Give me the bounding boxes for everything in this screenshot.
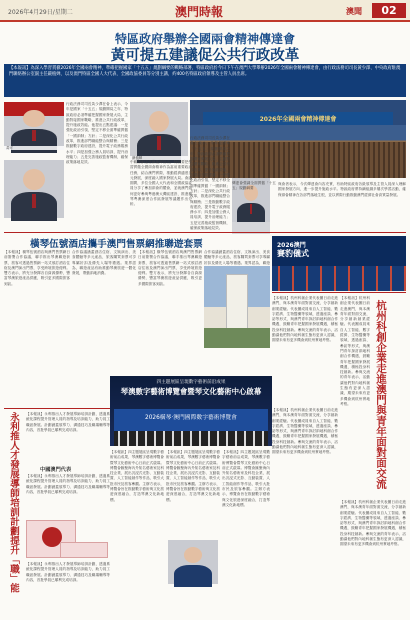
- column-divider: [272, 292, 406, 293]
- masthead-bar: [0, 0, 410, 22]
- expo-stage-text: 2026橫琴·澳門國際數字藝術博覽會: [145, 415, 237, 421]
- lead-body-column-2: 中聯辦副主任嚴植婵指出，特區要把學習貫徹全國兩會精神作為當前重要政治任務，結合澳門實際，推動經濟適度多元發展，深度融入國家發展大局。會議期間，多位全國人大代表和全國政協委員分享了參加兩會的體會，並就澳門如何更好參與粵港澳大灣區建設、推進橫琴粵澳深度合作區發展等議題作出分析。: [130, 160, 192, 207]
- story2-column-1: 【本報訊】橫琴伍號酒店與澳門售票網日前簽署合作協議，聯手推出琴澳聯遊套票，旅客可透過售票網一站式預訂酒店住宿及澳門演出門票，享受跨境旅遊便利。雙方表示，將充分發揮各自資源優勢，豐富琴澳旅遊產品供應，吸引更多國際旅客到訪。: [4, 250, 70, 286]
- story3-column-1: 【本報訊】杭州科創企業代表團日前走進澳門，與本澳青年面對面交流，分享創新創業經驗。代表團成員來自人工智能、數字經濟、生物醫藥等領域，透過座談、參訪等形式，與澳門青年探討兩地科創合作機遇，鼓勵青年把握國家發展機遇，積極投身科技創新。參與交流的青年表示，活動讓他們對內地科創生態有更深入認識，期望未來有更多機會到杭州實地考察。: [272, 296, 338, 343]
- lead-body-column-4: 與會者表示，今次傳達會內容充實，有助特區政府各級領導及主管人員深入理解國家發展方向，進一步提升施政水平。特區政府將持續組織多層次學習活動，確保兩會精神在各部門落地生根，並以實際行動推動澳門經濟社會高質量發展。: [278, 182, 406, 197]
- section-divider: [4, 232, 406, 233]
- lead-subheadline: 特區政府舉辦全國兩會精神傳達會: [114, 32, 295, 46]
- expo-headline: 琴澳數字藝術博覽會暨琴文化藝術中心啟幕: [120, 387, 262, 396]
- course-thumbnails: [4, 520, 110, 560]
- photo-caption: 黃可: [4, 146, 64, 150]
- expo-speaker-photo: [168, 540, 218, 584]
- newspaper-masthead: 澳門時報: [175, 5, 224, 19]
- story3-column-2: 【本報訊】杭州科創企業代表團日前走進澳門，與本澳青年面對面交流，分享創新創業經驗。代表團成員來自人工智能、數字經濟、生物醫藥等領域，透過座談、參訪等形式，與澳門青年探討兩地科創合作機遇，鼓勵青年把握國家發展機遇，積極投身科技創新。參與交流的青年表示，活動讓他們對內地科創生態有更深入認識，期望未來有更多機會到杭州實地考察。: [340, 296, 370, 406]
- hall-banner-text: 2026年全國兩會精神傳達會: [259, 116, 337, 124]
- official-portrait-1: [4, 102, 64, 150]
- story4-column-1: 【本報訊】永利推出人才發展導師培訓計劃，透過系統化課程提升管理人員的指導及培訓能力，助力員工職涯發展。計劃涵蓋領導力、溝通技巧及職場輔導等內容，首批學員已順利完成培訓。: [26, 412, 110, 432]
- lead-paragraph: 【本報訊】為深入學習貫徹2026年全國兩會精神，準確把握國家「十五五」規劃綱要的戰略部署，特區政府於今日下午在澳門大學舉辦2026年全國兩會精神傳達會，由行政法務司司長黃少澤、中央政府駐澳門聯絡辦公室副主任嚴植婵，以及澳門特區全國人大代表、全國政協委員等分別主講，約400名特區政府領導及主管人員出席。: [4, 64, 406, 97]
- photo-caption: 嚴植婵: [130, 156, 188, 160]
- lead-headline: 黃可提五建議促公共行政改革: [110, 47, 300, 64]
- thumbnail: [60, 542, 108, 558]
- lead-body-column-1: 行政法務司司長黃少澤在會上表示，今年是國家「十五五」規劃開局之年，特區政府必須準確把握國家發展大局，主動對接國家戰略，推進公共行政改革，提升施政效能。他提出五點建議：一是強化政治引領，堅定不移全面準確貫徹「一國兩制」方針；二是深化公共行政改革，推進部門職能整合與精簡；三是推動數字政府建設，提升電子政務服務水平；四是加強公務人員培訓，提升治理能力；五是完善施政監督機制，確保政策落地見效。: [66, 102, 128, 165]
- hotel-tower: [226, 274, 248, 334]
- story4-column-2: 【本報訊】永利推出人才發展導師培訓計劃，透過系統化課程提升管理人員的指導及培訓能力，助力員工職涯發展。計劃涵蓋領導力、溝通技巧及職場輔導等內容，首批學員已順利完成培訓。: [26, 474, 110, 494]
- story5-column-1: 【本報訊】四主題展區呈現數字藝術前沿成果，琴澳數字藝術博覽會暨琴文化藝術中心日前正式啟幕。博覽會匯聚海內外知名藝術家及科技企業，展出沉浸式光影、互動裝置、人工智能創作等作品，吸引大批市民及旅客參觀。主辦方表示，博覽會旨在推動數字藝術與文化旅遊深度融合，打造琴澳文化新地標。: [110, 450, 164, 502]
- ad-line-1: 2026澳門: [277, 242, 306, 249]
- story2-headline: 橫琴伍號酒店攜手澳門售票網推聯遊套票: [30, 239, 203, 250]
- expo-banner: [110, 376, 272, 446]
- story2-column-2: 合作協議涵蓋酒店住宿、文娛演出、美食體驗等多元產品，旅客購買套票可享專屬折扣及優先入場等禮遇。業界認為，聯遊產品有助推動琴澳旅遊一體化發展，帶動兩地消費。: [72, 250, 136, 276]
- story2-column-3: 【本報訊】橫琴伍號酒店與澳門售票網日前簽署合作協議，聯手推出琴澳聯遊套票，旅客可透過售票網一站式預訂酒店住宿及澳門演出門票，享受跨境旅遊便利。雙方表示，將充分發揮各自資源優勢，豐富琴澳旅遊產品供應，吸引更多國際旅客到訪。: [138, 250, 202, 286]
- greenery: [204, 328, 270, 348]
- story4-column-3: 【本報訊】永利推出人才發展導師培訓計劃，透過系統化課程提升管理人員的指導及培訓能力，助力員工職涯發展。計劃涵蓋領導力、溝通技巧及職場輔導等內容，首批學員已順利完成培訓。: [26, 562, 110, 582]
- hall-photo-caption: 傳達會強調全面貫徹「十五五」規劃綱要: [232, 181, 276, 191]
- story5-column-3: 【本報訊】四主題展區呈現數字藝術前沿成果，琴澳數字藝術博覽會暨琴文化藝術中心日前正式啟幕。博覽會匯聚海內外知名藝術家及科技企業，展出沉浸式光影、互動裝置、人工智能創作等作品，吸引大批市民及旅客參觀。主辦方表示，博覽會旨在推動數字藝術與文化旅遊深度融合，打造琴澳文化新地標。: [222, 450, 270, 507]
- story3-headline: 杭州科創企業走進澳門與青年面對面交流: [375, 300, 387, 489]
- story3-column-3: 【本報訊】杭州科創企業代表團日前走進澳門，與本澳青年面對面交流，分享創新創業經驗。代表團成員來自人工智能、數字經濟、生物醫藥等領域，透過座談、參訪等形式，與澳門青年探討兩地科創合作機遇，鼓勵青年把握國家發展機遇，積極投身科技創新。參與交流的青年表示，活動讓他們對內地科創生態有更深入認識，期望未來有更多機會到杭州實地考察。: [272, 408, 338, 455]
- story5-column-2: 【本報訊】四主題展區呈現數字藝術前沿成果，琴澳數字藝術博覽會暨琴文化藝術中心日前正式啟幕。博覽會匯聚海內外知名藝術家及科技企業，展出沉浸式光影、互動裝置、人工智能創作等作品，吸引大批市民及旅客參觀。主辦方表示，博覽會旨在推動數字藝術與文化旅遊深度融合，打造琴澳文化新地標。: [166, 450, 220, 502]
- story4-headline: 永利推人才發展導師培訓計劃提升「職」能: [8, 412, 19, 593]
- page-number: 02: [372, 3, 406, 18]
- section-name: 澳聞: [346, 7, 362, 16]
- issue-date: 2026年4月29日/星期二: [8, 9, 73, 16]
- story3-column-4: 【本報訊】杭州科創企業代表團日前走進澳門，與本澳青年面對面交流，分享創新創業經驗。代表團成員來自人工智能、數字經濟、生物醫藥等領域，透過座談、參訪等形式，與澳門青年探討兩地科創合作機遇，鼓勵青年把握國家發展機遇，積極投身科技創新。參與交流的青年表示，活動讓他們對內地科創生態有更深入認識，期望未來有更多機會到杭州實地考察。: [340, 500, 406, 547]
- expo-kicker: 四主題展區呈現數字藝術前沿成果: [156, 380, 226, 385]
- hotel-photo: [204, 266, 270, 348]
- sidebar-title: 中國澳門代表: [40, 467, 72, 473]
- section-divider: [4, 408, 110, 409]
- event-advert[interactable]: [272, 236, 406, 291]
- official-portrait-2: [4, 160, 64, 218]
- lead-body-column-3: 行政法務司司長黃少澤在會上表示，今年是國家「十五五」規劃開局之年，特區政府必須準確把握國家發展大局，主動對接國家戰略，推進公共行政改革，提升施政效能。他提出五點建議：一是強化政治引領，堅定不移全面準確貫徹「一國兩制」方針；二是深化公共行政改革，推進部門職能整合與精簡；三是推動數字政府建設，提升電子政務服務水平；四是加強公務人員培訓，提升治理能力；五是完善施政監督機制，確保政策落地見效。: [190, 136, 230, 231]
- story2-column-4: 合作協議涵蓋酒店住宿、文娛演出、美食體驗等多元產品，旅客購買套票可享專屬折扣及優先入場等禮遇。業界認為，聯遊: [204, 250, 270, 265]
- ad-line-2: 賽豹儀式: [277, 249, 309, 258]
- official-portrait-3: [130, 102, 188, 160]
